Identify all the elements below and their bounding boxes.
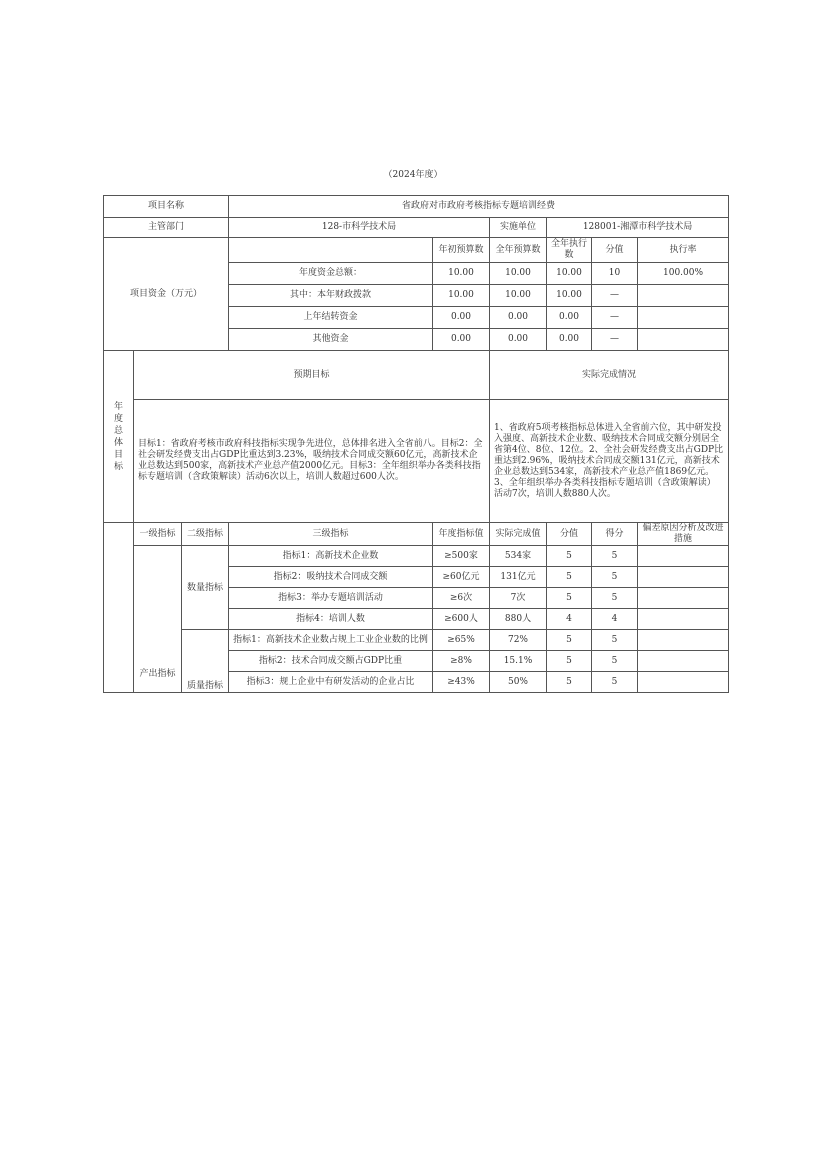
indicator-target: ≥600人 (433, 609, 490, 630)
indicator-note (638, 672, 729, 693)
ind-header-note: 偏差原因分析及改进措施 (638, 523, 729, 546)
funds-budget-full: 10.00 (490, 263, 547, 285)
funds-executed: 0.00 (547, 307, 592, 329)
indicator-score: 5 (592, 672, 638, 693)
funds-budget-full: 10.00 (490, 285, 547, 307)
indicators-header-row (104, 523, 729, 546)
indicator-note (638, 630, 729, 651)
indicator-score: 4 (592, 609, 638, 630)
funds-rate (638, 307, 729, 329)
level1-output: 产出指标 (134, 546, 182, 693)
indicator-actual: 534家 (490, 546, 547, 567)
funds-header-rate: 执行率 (638, 238, 729, 263)
ind-header-actual: 实际完成值 (490, 523, 547, 546)
funds-budget-initial: 0.00 (433, 329, 490, 351)
ind-header-score: 得分 (592, 523, 638, 546)
project-name-label: 项目名称 (104, 196, 229, 218)
impl-value: 128001-湘潭市科学技术局 (547, 218, 729, 238)
indicator-weight: 5 (547, 672, 592, 693)
funds-row-label: 其中：本年财政拨款 (229, 285, 433, 307)
funds-executed: 10.00 (547, 285, 592, 307)
indicator-name: 指标3：举办专题培训活动 (229, 588, 433, 609)
indicator-weight: 5 (547, 567, 592, 588)
ind-header-level3: 三级指标 (229, 523, 433, 546)
indicator-note (638, 609, 729, 630)
indicator-target: ≥43% (433, 672, 490, 693)
indicator-score: 5 (592, 630, 638, 651)
goals-section-label: 年度总体目标 (104, 351, 134, 523)
indicator-name: 指标3：规上企业中有研发活动的企业占比 (229, 672, 433, 693)
indicator-actual: 72% (490, 630, 547, 651)
indicator-score: 5 (592, 546, 638, 567)
indicator-target: ≥500家 (433, 546, 490, 567)
funds-header-budget-initial: 年初预算数 (433, 238, 490, 263)
indicator-name: 指标1：高新技术企业数 (229, 546, 433, 567)
indicator-note (638, 588, 729, 609)
indicator-actual: 50% (490, 672, 547, 693)
indicator-name: 指标2：技术合同成交额占GDP比重 (229, 651, 433, 672)
funds-rate: 100.00% (638, 263, 729, 285)
funds-label: 项目资金（万元） (104, 238, 229, 351)
level2-quantity: 数量指标 (182, 546, 229, 630)
level2-quality: 质量指标 (182, 630, 229, 693)
funds-header-row (104, 238, 729, 263)
indicator-name: 指标1：高新技术企业数占规上工业企业数的比例 (229, 630, 433, 651)
indicator-target: ≥65% (433, 630, 490, 651)
funds-rate (638, 285, 729, 307)
funds-budget-initial: 10.00 (433, 285, 490, 307)
indicator-actual: 880人 (490, 609, 547, 630)
impl-label: 实施单位 (490, 218, 547, 238)
indicator-score: 5 (592, 567, 638, 588)
indicator-weight: 5 (547, 630, 592, 651)
actual-goal-label: 实际完成情况 (490, 351, 729, 400)
indicator-note (638, 567, 729, 588)
funds-budget-initial: 0.00 (433, 307, 490, 329)
indicator-target: ≥8% (433, 651, 490, 672)
ind-header-weight: 分值 (547, 523, 592, 546)
indicator-weight: 5 (547, 588, 592, 609)
indicator-actual: 131亿元 (490, 567, 547, 588)
indicator-target: ≥60亿元 (433, 567, 490, 588)
funds-weight: — (592, 329, 638, 351)
indicator-weight: 5 (547, 651, 592, 672)
indicator-score: 5 (592, 588, 638, 609)
indicator-name: 指标4：培训人数 (229, 609, 433, 630)
indicator-note (638, 651, 729, 672)
indicator-row (104, 546, 729, 567)
funds-header-blank (229, 238, 433, 263)
indicator-name: 指标2：吸纳技术合同成交额 (229, 567, 433, 588)
funds-row-label: 年度资金总额： (229, 263, 433, 285)
funds-budget-initial: 10.00 (433, 263, 490, 285)
indicator-row (104, 630, 729, 651)
year-label: （2024年度） (383, 170, 443, 180)
goals-row (104, 400, 729, 523)
indicator-actual: 7次 (490, 588, 547, 609)
ind-header-level1: 一级指标 (134, 523, 182, 546)
project-name-row (104, 196, 729, 218)
funds-rate (638, 329, 729, 351)
project-dept-row (104, 218, 729, 238)
funds-weight: — (592, 285, 638, 307)
actual-goal-text: 1、省政府5项考核指标总体进入全省前六位，其中研发投入强度、高新技术企业数、吸纳技术合同成交额分别居全省第4位、8位、12位。2、全社会研发经费支出占GDP比重达到2.96%，吸纳技术合同成交额131亿元，高新技术企业总数达到534家，高新技术产业总产值1869亿元。3、全年组织举办各类科技指标专题培训（含政策解读）活动7次，培训人数880人次。 (490, 400, 729, 523)
indicator-note (638, 546, 729, 567)
funds-executed: 10.00 (547, 263, 592, 285)
dept-value: 128-市科学技术局 (229, 218, 490, 238)
funds-weight: — (592, 307, 638, 329)
funds-budget-full: 0.00 (490, 307, 547, 329)
funds-executed: 0.00 (547, 329, 592, 351)
funds-row-label: 其他资金 (229, 329, 433, 351)
funds-header-budget-full: 全年预算数 (490, 238, 547, 263)
funds-weight: 10 (592, 263, 638, 285)
indicator-target: ≥6次 (433, 588, 490, 609)
indicator-score: 5 (592, 651, 638, 672)
funds-row-label: 上年结转资金 (229, 307, 433, 329)
funds-budget-full: 0.00 (490, 329, 547, 351)
ind-header-level2: 二级指标 (182, 523, 229, 546)
project-name-value: 省政府对市政府考核指标专题培训经费 (229, 196, 729, 218)
ind-header-target: 年度指标值 (433, 523, 490, 546)
funds-header-executed: 全年执行数 (547, 238, 592, 263)
goals-header-row (104, 351, 729, 400)
performance-table (103, 195, 729, 693)
expected-goal-text: 目标1：省政府考核市政府科技指标实现争先进位，总体排名进入全省前八。目标2：全社会研发经费支出占GDP比重达到3.23%，吸纳技术合同成交额60亿元，高新技术企业总数达到500家，高新技术产业总产值2000亿元。目标3：全年组织举办各类科技指标专题培训（含政策解读）活动6次以上，培训人数超过600人次。 (134, 400, 490, 523)
funds-header-weight: 分值 (592, 238, 638, 263)
expected-goal-label: 预期目标 (134, 351, 490, 400)
indicator-weight: 4 (547, 609, 592, 630)
indicators-outer-cell (104, 523, 134, 693)
indicator-weight: 5 (547, 546, 592, 567)
indicator-actual: 15.1% (490, 651, 547, 672)
dept-label: 主管部门 (104, 218, 229, 238)
